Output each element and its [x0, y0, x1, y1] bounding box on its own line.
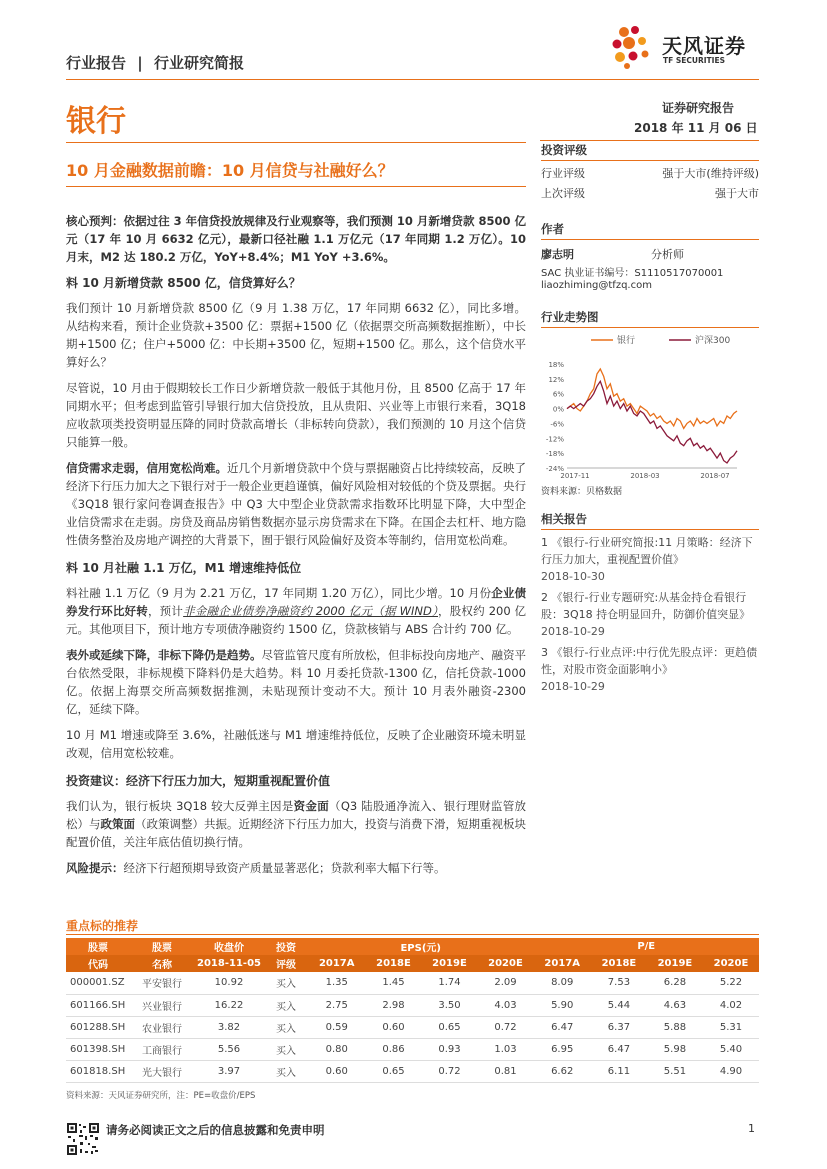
section-heading-loans: 料 10 月新增贷款 8500 亿，信贷算好么？ — [66, 276, 301, 290]
sector-title: 银行 — [66, 104, 126, 139]
table-cell: 5.22 — [703, 972, 759, 994]
paragraph-social-b: 企业债券发行环比好转 — [66, 586, 526, 618]
related-report-date: 2018-10-29 — [541, 625, 605, 638]
table-cell: 6.37 — [591, 1016, 647, 1038]
header-cell: 2018E — [591, 955, 647, 972]
table-subheader-row — [66, 955, 759, 972]
table-cell: 0.80 — [308, 1038, 365, 1060]
header-cell: 评级 — [264, 955, 308, 972]
paragraph-social-a: 料社融 1.1 万亿（9 月为 2.21 万亿，17 年同期 1.20 万亿），同比少增。10 月份 — [66, 586, 492, 600]
report-date: 2018 年 11 月 06 日 — [634, 121, 758, 135]
table-header-row — [66, 938, 759, 955]
legend-label: 银行 — [617, 336, 636, 346]
paragraph-invest-e: （政策调整）共振。近期经济下行压力加大，投资与消费下滑，短期重视板块配置价值，关注年底估值切换行情。 — [66, 817, 526, 849]
table-cell: 5.44 — [591, 994, 647, 1016]
related-heading: 相关报告 — [541, 512, 587, 526]
table-cell: 6.47 — [533, 1016, 590, 1038]
table-cell: 6.95 — [533, 1038, 590, 1060]
header-separator: | — [137, 54, 143, 72]
paragraph-invest — [66, 797, 526, 851]
related-report-date: 2018-10-30 — [541, 570, 605, 583]
table-cell: 5.51 — [647, 1060, 703, 1082]
x-tick-label: 2018-03 — [630, 472, 660, 480]
table-cell: 0.65 — [421, 1016, 477, 1038]
table-cell: 5.31 — [703, 1016, 759, 1038]
stock-table-title: 重点标的推荐 — [66, 919, 139, 933]
trend-heading: 行业走势图 — [541, 310, 599, 324]
table-cell: 买入 — [264, 972, 308, 994]
section-heading-social: 料 10 月社融 1.1 万亿，M1 增速维持低位 — [66, 561, 302, 575]
table-cell: 2.09 — [477, 972, 533, 994]
y-tick-label: 18% — [548, 361, 564, 369]
related-report-title: 1 《银行-行业研究简报:11 月策略：经济下行压力加大，重视配置价值》 — [541, 536, 753, 566]
industry-rating-row — [541, 165, 759, 181]
footer-disclaimer: 请务必阅读正文之后的信息披露和免责申明 — [106, 1123, 325, 1137]
paragraph-invest-c: （Q3 陆股通净流入、银行理财监管放松）与 — [66, 799, 526, 831]
report-category: 行业报告 — [66, 54, 127, 72]
author-email: liaozhiming@tfzq.com — [541, 280, 652, 291]
header-cell: 收盘价 — [194, 938, 264, 955]
header-cell: 2018-11-05 — [194, 955, 264, 972]
sidebar — [541, 142, 759, 699]
header-cell-eps: EPS(元) — [308, 938, 533, 955]
report-title: 10 月金融数据前瞻：10 月信贷与社融好么？ — [66, 161, 394, 180]
table-cell: 0.93 — [421, 1038, 477, 1060]
report-type: 证券研究报告 — [662, 101, 735, 115]
paragraph-invest-d: 政策面 — [100, 817, 135, 831]
table-cell: 6.28 — [647, 972, 703, 994]
table-cell: 3.82 — [194, 1016, 264, 1038]
main-column — [66, 212, 526, 877]
table-cell: 买入 — [264, 1016, 308, 1038]
header-cell: 2019E — [647, 955, 703, 972]
series-line — [567, 381, 737, 463]
section-heading-invest: 投资建议：经济下行压力加大，短期重视配置价值 — [66, 774, 331, 788]
table-source: 资料来源：天风证券研究所，注：PE=收盘价/EPS — [66, 1090, 256, 1101]
table-cell: 买入 — [264, 1038, 308, 1060]
table-cell: 3.97 — [194, 1060, 264, 1082]
y-tick-label: 12% — [548, 375, 564, 384]
table-cell: 5.98 — [647, 1038, 703, 1060]
logo-en-text: TF SECURITIES — [663, 56, 725, 65]
related-report-date: 2018-10-29 — [541, 680, 605, 693]
table-cell: 兴业银行 — [130, 994, 194, 1016]
table-cell: 0.86 — [365, 1038, 421, 1060]
y-tick-label: 6% — [552, 390, 564, 399]
table-cell: 平安银行 — [130, 972, 194, 994]
table-cell: 5.90 — [533, 994, 590, 1016]
related-report-title: 3 《银行-行业点评:中行优先股点评：更趋债性，对股市资金面影响小》 — [541, 646, 758, 676]
paragraph-loans-1: 我们预计 10 月新增贷款 8500 亿（9 月 1.38 万亿，17 年同期 6632 亿），同比多增。从结构来看，预计企业贷款+3500 亿：票据+1500 亿（依据票交所高频数据推断），中长期+1500 亿；住户+5000 亿：中长期+3500 亿，短期+1500 亿。那么，这个信贷水平算好么？ — [66, 301, 526, 369]
table-cell: 3.50 — [421, 994, 477, 1016]
table-cell: 2.75 — [308, 994, 365, 1016]
related-report[interactable] — [541, 534, 759, 585]
x-tick-label: 2018-07 — [700, 472, 730, 480]
table-cell: 7.53 — [591, 972, 647, 994]
paragraph-invest-a: 我们认为，银行板块 3Q18 较大反弹主因是 — [66, 799, 294, 813]
author-row — [541, 246, 759, 262]
industry-rating-label: 行业评级 — [541, 167, 585, 180]
header-cell: 股票 — [130, 938, 194, 955]
paragraph-loans-2: 尽管说，10 月由于假期较长工作日少新增贷款一般低于其他月份，且 8500 亿高于 17 年同期水平；但考虑到监管引导银行加大信贷投放，且从贵阳、兴业等上市银行来看，3Q18 应收款项类投资明显压降的同时贷款高增长（非标转向贷款），我们预测的 10 月这个信贷只能算一般。 — [66, 381, 526, 449]
paragraph-demand-body: 近几个月新增贷款中个贷与票据融资占比持续较高，反映了经济下行压力加大之下银行对于一般企业更趋谨慎，偏好风险相对较低的个贷及票据。央行《3Q18 银行家问卷调查报告》中 Q3 大中型企业贷款需求指数环比明显下降，大中型企业信贷需求在走弱。房贷及商品房销售数据亦显示房贷需求在下降。在国企去杠杆、地方隐性债务整治及房地产调控的大背景下，囿于银行风险偏好及资本等制约，信用宽松尚难。 — [66, 461, 526, 547]
table-cell: 4.03 — [477, 994, 533, 1016]
qr-code — [66, 1122, 100, 1156]
table-cell: 6.11 — [591, 1060, 647, 1082]
header-cell-pe: P/E — [533, 938, 759, 955]
header-cell: 2017A — [308, 955, 365, 972]
x-tick-label: 2017-11 — [560, 472, 590, 480]
paragraph-social-d: 非金融企业债券净融资约 2000 亿元（据 WIND） — [183, 604, 438, 618]
author-title: 分析师 — [651, 248, 684, 261]
table-cell: 农业银行 — [130, 1016, 194, 1038]
chart-source: 资料来源：贝格数据 — [541, 487, 623, 497]
y-tick-label: -6% — [550, 420, 564, 429]
paragraph-risk — [66, 859, 526, 877]
table-cell: 0.59 — [308, 1016, 365, 1038]
related-report-title: 2 《银行-行业专题研究:从基金持仓看银行股：3Q18 持仓明显回升，防御价值突显》 — [541, 591, 751, 621]
table-cell: 0.72 — [477, 1016, 533, 1038]
table-cell: 6.62 — [533, 1060, 590, 1082]
table-cell: 8.09 — [533, 972, 590, 994]
table-cell: 601398.SH — [66, 1038, 130, 1060]
table-cell: 16.22 — [194, 994, 264, 1016]
related-reports-list — [541, 534, 759, 695]
paragraph-offbalance — [66, 646, 526, 718]
table-cell: 0.72 — [421, 1060, 477, 1082]
y-tick-label: -18% — [545, 450, 564, 459]
paragraph-invest-b: 资金面 — [293, 799, 330, 813]
related-report[interactable] — [541, 589, 759, 640]
industry-rating-value: 强于大市(维持评级) — [662, 167, 759, 180]
header-cell: 股票 — [66, 938, 130, 955]
table-cell: 0.60 — [365, 1016, 421, 1038]
header-cell: 2018E — [365, 955, 421, 972]
report-subcategory: 行业研究简报 — [153, 54, 244, 72]
author-name: 廖志明 — [541, 248, 574, 261]
author-heading: 作者 — [541, 222, 564, 236]
table-cell: 601166.SH — [66, 994, 130, 1016]
table-cell: 10.92 — [194, 972, 264, 994]
header-cell: 2020E — [703, 955, 759, 972]
qr-code-icon — [66, 1122, 100, 1156]
table-cell: 5.88 — [647, 1016, 703, 1038]
rating-heading: 投资评级 — [541, 143, 587, 157]
tf-logo-icon — [610, 24, 656, 70]
risk-label: 风险提示： — [66, 861, 124, 875]
table-cell: 0.81 — [477, 1060, 533, 1082]
stock-table-wrap — [66, 938, 759, 1101]
paragraph-demand — [66, 459, 526, 549]
table-row — [66, 1016, 759, 1038]
table-cell: 1.35 — [308, 972, 365, 994]
header-cell: 2019E — [421, 955, 477, 972]
table-cell: 601818.SH — [66, 1060, 130, 1082]
y-tick-label: -24% — [545, 465, 564, 473]
header-cell: 代码 — [66, 955, 130, 972]
table-cell: 4.63 — [647, 994, 703, 1016]
author-cert: SAC 执业证书编号：S1110517070001 — [541, 268, 724, 279]
table-cell: 000001.SZ — [66, 972, 130, 994]
table-row — [66, 1060, 759, 1082]
y-tick-label: -12% — [545, 435, 564, 444]
prev-rating-row — [541, 185, 759, 201]
paragraph-social — [66, 584, 526, 638]
table-cell: 601288.SH — [66, 1016, 130, 1038]
table-cell: 0.60 — [308, 1060, 365, 1082]
table-cell: 4.90 — [703, 1060, 759, 1082]
paragraph-social-c: ，预计 — [147, 604, 184, 618]
table-cell: 1.03 — [477, 1038, 533, 1060]
table-cell: 0.65 — [365, 1060, 421, 1082]
header-cell: 2017A — [533, 955, 590, 972]
paragraph-demand-lead: 信贷需求走弱，信用宽松尚难。 — [66, 461, 227, 475]
table-cell: 5.40 — [703, 1038, 759, 1060]
table-cell: 买入 — [264, 994, 308, 1016]
table-cell: 4.02 — [703, 994, 759, 1016]
paragraph-offbalance-body: 尽管监管尺度有所放松，但非标投向房地产、融资平台依然受限，非标规模下降料仍是大趋势。料 10 月委托贷款-1300 亿，信托贷款-1000 亿。依据上海票交所高频数据推测，未贴现预计变动不大。预计 10 月表外融资-2300 亿，延续下降。 — [66, 648, 526, 716]
prev-rating-value: 强于大市 — [715, 187, 759, 200]
y-tick-label: 0% — [552, 405, 564, 414]
table-cell: 工商银行 — [130, 1038, 194, 1060]
table-row — [66, 1038, 759, 1060]
table-cell: 光大银行 — [130, 1060, 194, 1082]
logo-cn-text: 天风证券 — [662, 34, 746, 58]
related-report[interactable] — [541, 644, 759, 695]
stock-table — [66, 938, 759, 1083]
table-cell: 1.74 — [421, 972, 477, 994]
header-cell: 投资 — [264, 938, 308, 955]
risk-text: 经济下行超预期导致资产质量显著恶化；贷款利率大幅下行等。 — [123, 861, 446, 875]
company-logo — [610, 22, 760, 72]
table-row — [66, 994, 759, 1016]
header-cell: 名称 — [130, 955, 194, 972]
legend-label: 沪深300 — [695, 336, 731, 346]
table-cell: 1.45 — [365, 972, 421, 994]
header-category-line — [66, 52, 244, 73]
table-cell: 5.56 — [194, 1038, 264, 1060]
series-line — [567, 369, 737, 428]
prev-rating-label: 上次评级 — [541, 187, 585, 200]
header-cell: 2020E — [477, 955, 533, 972]
paragraph-offbalance-lead: 表外或延续下降，非标下降仍是趋势。 — [66, 648, 262, 662]
industry-trend-chart — [541, 330, 759, 480]
core-forecast: 核心预判：依据过往 3 年信贷投放规律及行业观察等，我们预测 10 月新增贷款 8500 亿元（17 年 10 月 6632 亿元），最新口径社融 1.1 万亿元（17 年同期 1.2 万亿）。10 月末，M2 达 180.2 万亿，YoY+8.4%；M1 YoY +3.6%。 — [66, 214, 526, 264]
paragraph-social-e: ，股权约 200 亿元。其他项目下，预计地方专项债净融资约 1500 亿，贷款核销与 ABS 合计约 700 亿。 — [66, 604, 527, 636]
table-cell: 买入 — [264, 1060, 308, 1082]
paragraph-m1: 10 月 M1 增速或降至 3.6%，社融低迷与 M1 增速维持低位，反映了企业融资环境未明显改观，信用宽松较难。 — [66, 728, 526, 760]
table-cell: 2.98 — [365, 994, 421, 1016]
page-number: 1 — [748, 1122, 755, 1135]
table-row — [66, 972, 759, 994]
table-cell: 6.47 — [591, 1038, 647, 1060]
